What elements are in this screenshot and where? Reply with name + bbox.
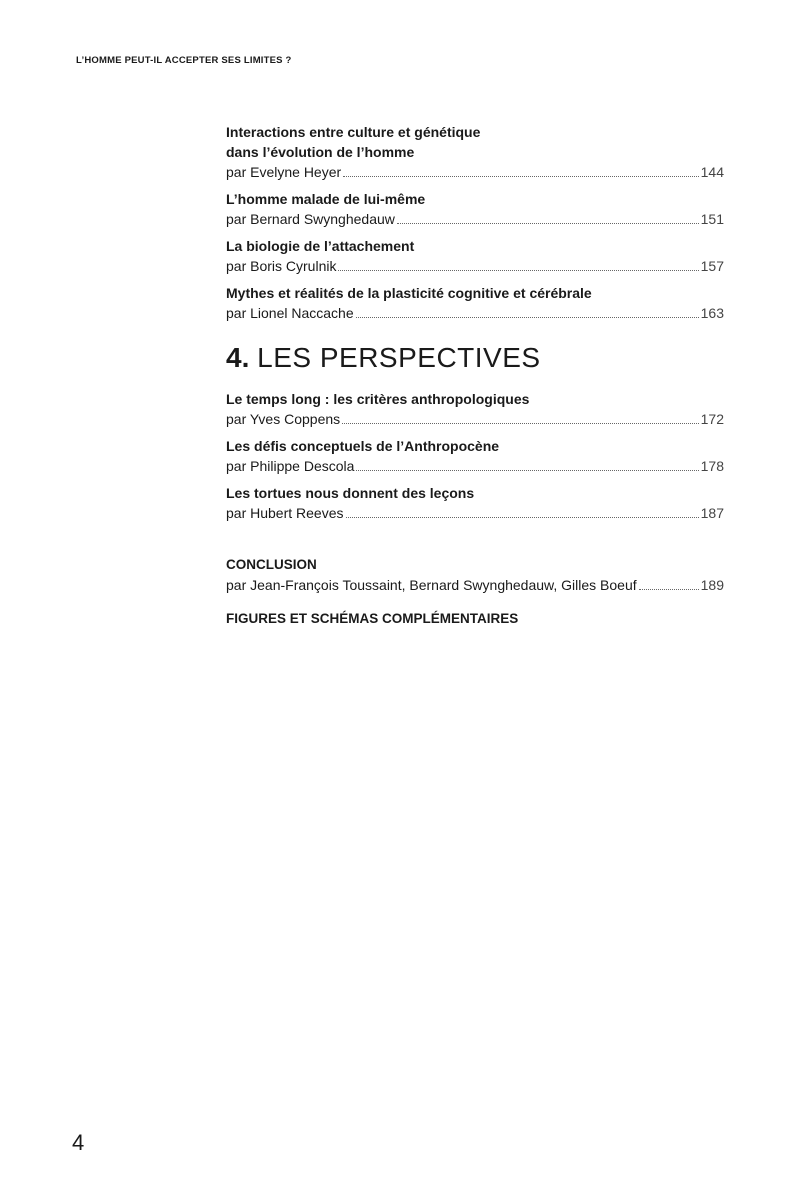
toc-entry-author: par Bernard Swynghedauw <box>226 211 395 227</box>
toc-entry-title: Les tortues nous donnent des leçons <box>226 485 475 501</box>
toc-entry[interactable] <box>226 122 724 182</box>
toc-entry-author-line <box>226 456 724 476</box>
toc-entry[interactable] <box>226 236 724 276</box>
toc-entry[interactable] <box>226 483 724 523</box>
dot-leader <box>356 470 698 471</box>
toc-entry-title: Les défis conceptuels de l’Anthropocène <box>226 438 500 454</box>
toc-entry-author: par Evelyne Heyer <box>226 164 342 180</box>
toc-entry-author-line <box>226 503 724 523</box>
toc-entry-title: Le temps long : les critères anthropologiques <box>226 391 530 407</box>
toc-entry-conclusion[interactable] <box>226 555 724 595</box>
toc-entry[interactable] <box>226 283 724 323</box>
toc-entry-page: 187 <box>700 505 724 521</box>
toc-entry-author-line <box>226 409 724 429</box>
toc-entry-page: 144 <box>700 164 724 180</box>
toc-entry-title: La biologie de l’attachement <box>226 238 415 254</box>
toc-entry[interactable] <box>226 189 724 229</box>
toc-entry-page: 157 <box>700 258 724 274</box>
table-of-contents <box>226 122 724 629</box>
page-number: 4 <box>72 1130 85 1155</box>
toc-entry-title: CONCLUSION <box>226 557 317 572</box>
dot-leader <box>342 423 698 424</box>
section-number: 4. <box>226 342 250 373</box>
toc-entry-page: 172 <box>700 411 724 427</box>
toc-entry-title: L’homme malade de lui-même <box>226 191 426 207</box>
toc-entry-title: Mythes et réalités de la plasticité cognitive et cérébrale <box>226 285 592 301</box>
toc-entry-author: par Yves Coppens <box>226 411 341 427</box>
toc-entry-author: par Lionel Naccache <box>226 305 354 321</box>
toc-entry-author-line <box>226 162 724 182</box>
dot-leader <box>356 317 699 318</box>
toc-entry[interactable] <box>226 436 724 476</box>
dot-leader <box>346 517 699 518</box>
toc-entry[interactable] <box>226 389 724 429</box>
toc-entry-author: par Hubert Reeves <box>226 505 344 521</box>
toc-entry-figures[interactable]: FIGURES ET SCHÉMAS COMPLÉMENTAIRES <box>226 611 519 626</box>
running-header: L’HOMME PEUT-IL ACCEPTER SES LIMITES ? <box>76 55 292 66</box>
toc-entry-page: 178 <box>700 458 724 474</box>
toc-entry-page: 189 <box>700 577 724 593</box>
toc-entry-author-line <box>226 209 724 229</box>
toc-entry-author: par Philippe Descola <box>226 458 355 474</box>
toc-entry-title: Interactions entre culture et génétique dans l’évolution de l’homme <box>226 124 481 160</box>
dot-leader <box>397 223 699 224</box>
section-title: LES PERSPECTIVES <box>257 342 541 373</box>
dot-leader <box>343 176 698 177</box>
toc-entry-author: par Boris Cyrulnik <box>226 258 337 274</box>
toc-entry-page: 163 <box>700 305 724 321</box>
section-heading[interactable] <box>226 341 724 375</box>
toc-entry-author: par Jean-François Toussaint, Bernard Swynghedauw, Gilles Boeuf <box>226 577 637 593</box>
dot-leader <box>338 270 698 271</box>
toc-entry-author-line <box>226 256 724 276</box>
toc-entry-author-line <box>226 575 724 595</box>
toc-entry-author-line <box>226 303 724 323</box>
dot-leader <box>639 589 699 590</box>
toc-entry-page: 151 <box>700 211 724 227</box>
